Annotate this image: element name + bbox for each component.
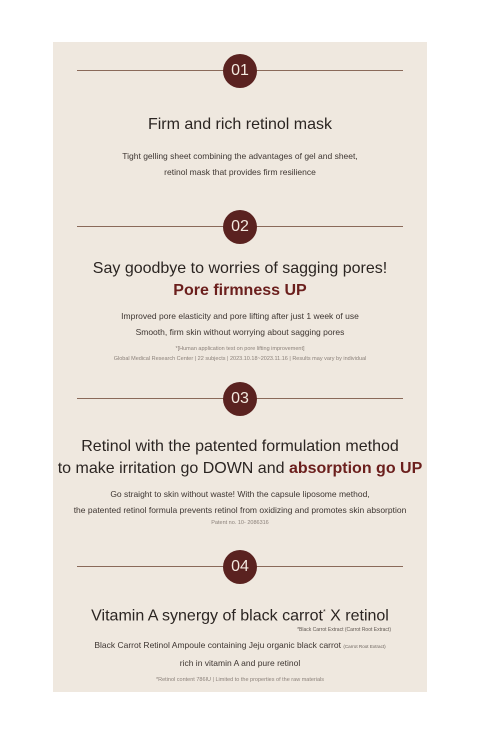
footnote: *[Human application test on pore lifting improvement] [175, 346, 305, 352]
section-title: Firm and rich retinol mask [147, 116, 333, 133]
title-accent: absorption go UP [288, 460, 423, 477]
footnote: *Retinol content 786IU | Limited to the properties of the raw materials [155, 677, 325, 684]
body-line: Tight gelling sheet combining the advantages of gel and sheet, [122, 151, 358, 161]
number-badge-01: 01 [223, 54, 257, 88]
title-footnote: *Black Carrot Extract (Carrot Root Extract) [297, 627, 391, 634]
body-line: Smooth, firm skin without worrying about sagging pores [135, 327, 345, 337]
footnote: Global Medical Research Center | 22 subjects | 2023.10.18~2023.11.16 | Results may vary by individual [113, 356, 367, 362]
title-prefix: to make irritation go DOWN and [57, 460, 289, 477]
body-line: retinol mask that provides firm resilience [164, 167, 316, 177]
section-title: Vitamin A synergy of black carrot* X retinol [91, 607, 389, 625]
section-title: Say goodbye to worries of sagging pores! [92, 260, 388, 277]
section-highlight: Pore firmness UP [173, 282, 307, 299]
number-badge-03: 03 [223, 382, 257, 416]
body-line: rich in vitamin A and pure retinol [179, 658, 301, 669]
body-line: Black Carrot Retinol Ampoule containing Jeju organic black carrot (Carrot Root Extract) [94, 640, 386, 651]
number-badge-04: 04 [223, 550, 257, 584]
body-line: Go straight to skin without waste! With the capsule liposome method, [110, 489, 370, 499]
product-detail-panel [53, 42, 427, 692]
body-line: Improved pore elasticity and pore lifting after just 1 week of use [121, 311, 359, 321]
section-title-line2 [53, 458, 427, 480]
body-line: the patented retinol formula prevents retinol from oxidizing and promotes skin absorption [73, 505, 407, 515]
section-title-line1: Retinol with the patented formulation method [81, 438, 399, 455]
patent-number: Patent no. 10- 2086316 [211, 520, 269, 526]
number-badge-02: 02 [223, 210, 257, 244]
